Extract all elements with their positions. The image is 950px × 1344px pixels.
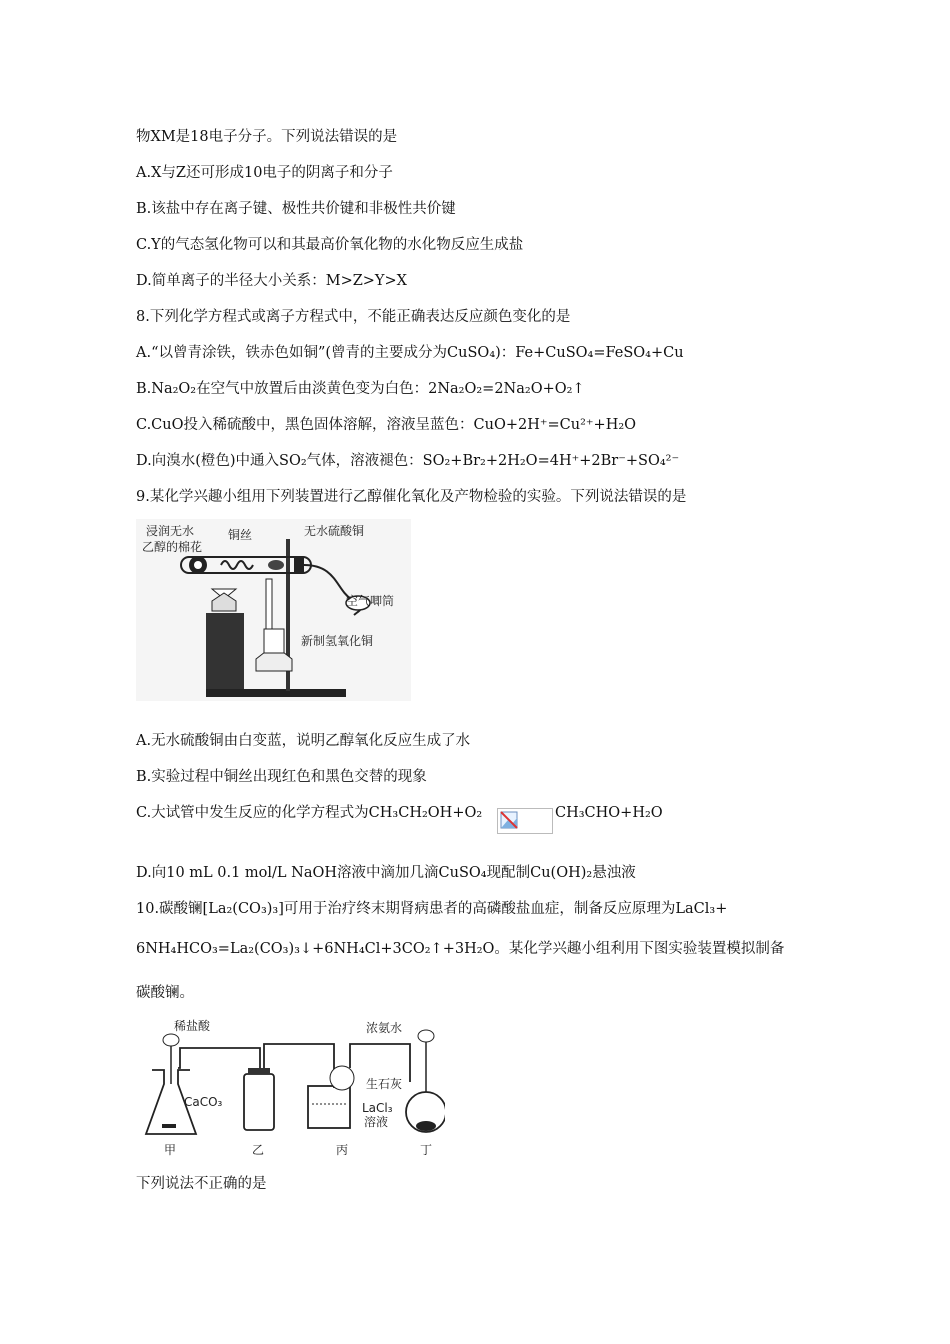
q8-option-c: C.CuO投入稀硫酸中，黑色固体溶解，溶液呈蓝色：CuO+2H⁺=Cu²⁺+H₂O [136, 417, 637, 433]
q8-option-d: D.向溴水(橙色)中通入SO₂气体，溶液褪色：SO₂+Br₂+2H₂O=4H⁺+2Br⁻+SO₄²⁻ [136, 453, 680, 469]
label-caco3: CaCO₃ [184, 1095, 223, 1109]
tube-jia-yi [178, 1048, 260, 1074]
beaker-bing [308, 1086, 350, 1128]
label-jia: 甲 [164, 1143, 177, 1157]
text-line: 物XM是18电子分子。下列说法错误的是 [136, 129, 398, 145]
label-conc-ammonia: 浓氨水 [366, 1021, 403, 1035]
heater-block [206, 613, 244, 689]
q9-option-b: B.实验过程中铜丝出现红色和黑色交替的现象 [136, 769, 427, 785]
lanthanum-carbonate-apparatus-figure [140, 1018, 445, 1160]
label-quicklime: 生石灰 [366, 1077, 403, 1091]
label-copper-wire: 铜丝 [228, 528, 253, 542]
funnel-jia [163, 1034, 179, 1046]
test-tube-small [264, 629, 284, 653]
anhydrous-cuso4 [268, 560, 284, 570]
q8-option-a: A.“以曾青涂铁，铁赤色如铜”(曾青的主要成分为CuSO₄)：Fe+CuSO₄=FeSO₄+Cu [136, 345, 684, 361]
q8-option-b: B.Na₂O₂在空气中放置后由淡黄色变为白色：2Na₂O₂=2Na₂O+O₂↑ [136, 381, 585, 397]
missing-image-icon [497, 808, 553, 834]
question-8: 8.下列化学方程式或离子方程式中，不能正确表达反应颜色变化的是 [136, 309, 571, 325]
label-cotton-1: 浸润无水 [146, 524, 195, 538]
question-10-line-1: 10.碳酸镧[La₂(CO₃)₃]可用于治疗终末期肾病患者的高磷酸盐血症，制备反应原理为LaCl₃+ [136, 901, 728, 917]
label-dilute-hcl: 稀盐酸 [174, 1019, 211, 1033]
broken-image-glyph [500, 811, 520, 831]
question-10-prompt: 下列说法不正确的是 [136, 1176, 267, 1192]
option-b: B.该盐中存在离子键、极性共价键和非极性共价键 [136, 201, 456, 217]
ball-bing [330, 1066, 354, 1090]
q9-option-c-left: C.大试管中发生反应的化学方程式为CH₃CH₂OH+O₂ [136, 805, 483, 821]
question-10-line-3: 碳酸镧。 [136, 985, 194, 1001]
label-cotton-2: 乙醇的棉花 [142, 540, 203, 554]
funnel-ding [418, 1030, 434, 1042]
label-lacl3: LaCl₃ [362, 1101, 393, 1115]
label-fresh-cuoh2: 新制氢氧化铜 [301, 634, 374, 648]
label-solution: 溶液 [364, 1115, 389, 1129]
caco3-solid [162, 1124, 176, 1128]
q9-option-a: A.无水硫酸铜由白变蓝，说明乙醇氧化反应生成了水 [136, 733, 471, 749]
ethanol-oxidation-apparatus-figure [136, 519, 411, 701]
option-d: D.简单离子的半径大小关系：M>Z>Y>X [136, 273, 407, 289]
stopper [294, 558, 304, 572]
label-bing: 丙 [336, 1143, 349, 1157]
option-a: A.X与Z还可形成10电子的阴离子和分子 [136, 165, 393, 181]
question-9: 9.某化学兴趣小组用下列装置进行乙醇催化氧化及产物检验的实验。下列说法错误的是 [136, 489, 687, 505]
q9-option-d: D.向10 mL 0.1 mol/L NaOH溶液中滴加几滴CuSO₄现配制Cu(OH)₂悬浊液 [136, 865, 636, 881]
q9-option-c-right: CH₃CHO+H₂O [555, 805, 663, 821]
quicklime-solid [416, 1121, 436, 1131]
option-c: C.Y的气态氢化物可以和其最高价氧化物的水化物反应生成盐 [136, 237, 524, 253]
label-ding: 丁 [420, 1143, 433, 1157]
label-yi: 乙 [252, 1143, 265, 1157]
label-anhydrous-cuso4: 无水硫酸铜 [304, 524, 365, 538]
stand-base [206, 689, 346, 697]
label-air-pump: 空气唧筒 [346, 594, 395, 608]
bottle-yi [244, 1074, 274, 1130]
question-10-line-2: 6NH₄HCO₃=La₂(CO₃)₃↓+6NH₄Cl+3CO₂↑+3H₂O。某化学兴趣小组利用下图实验装置模拟制备 [136, 941, 785, 957]
